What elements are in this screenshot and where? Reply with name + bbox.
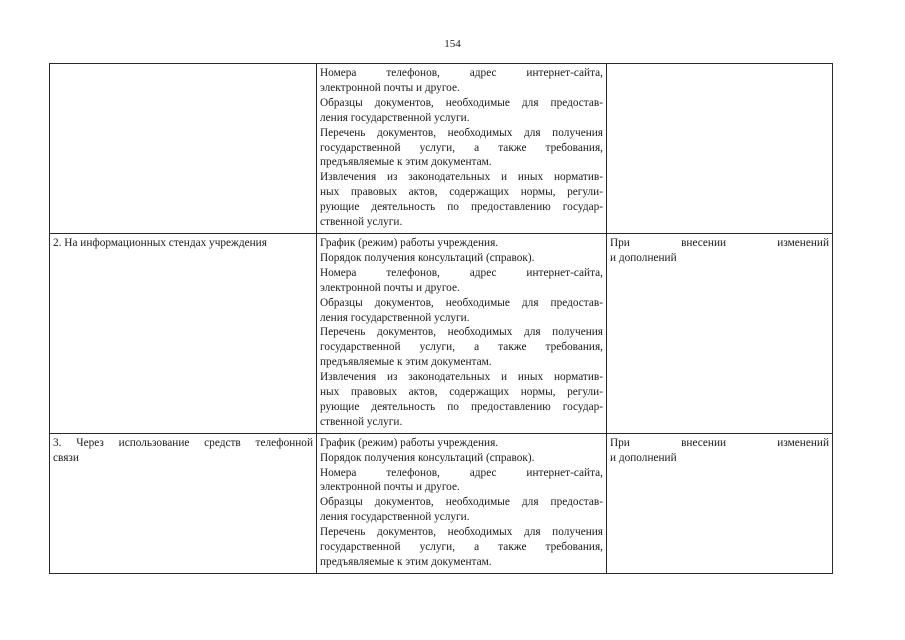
cell-text-line: Перечень документов, необходимых для получения: [320, 526, 603, 539]
cell-text-line: Порядок получения консультаций (справок).: [320, 451, 535, 464]
cell-text-line: ственной услуги.: [320, 415, 403, 428]
content-cell: [317, 64, 607, 234]
location-cell: [50, 433, 317, 573]
cell-text-line: предъявляемые к этим документам.: [320, 156, 492, 169]
cell-text-line: Извлечения из законодательных и иных норматив-: [320, 371, 603, 384]
table-row: [50, 233, 833, 433]
content-cell: [317, 233, 607, 433]
frequency-cell: [607, 433, 833, 573]
cell-text-line: Образцы документов, необходимые для предостав-: [320, 496, 603, 509]
cell-text-line: ления государственной услуги.: [320, 311, 470, 324]
cell-text-line: ления государственной услуги.: [320, 511, 470, 524]
cell-text-line: Порядок получения консультаций (справок).: [320, 251, 535, 264]
cell-text-line: государственной услуги, а также требования,: [320, 541, 603, 554]
cell-text-line: Перечень документов, необходимых для получения: [320, 326, 603, 339]
cell-text-line: рующие деятельность по предоставлению государ-: [320, 201, 603, 214]
cell-text-line: и дополнений: [610, 251, 677, 264]
location-cell: [50, 233, 317, 433]
table-body: [50, 64, 833, 574]
cell-text-line: Перечень документов, необходимых для получения: [320, 126, 603, 139]
cell-text-line: электронной почты и другое.: [320, 481, 460, 494]
frequency-cell: [607, 233, 833, 433]
cell-text-line: Извлечения из законодательных и иных норматив-: [320, 171, 603, 184]
cell-text-line: Номера телефонов, адрес интернет-сайта,: [320, 67, 603, 79]
cell-text-line: ления государственной услуги.: [320, 111, 470, 124]
cell-text-line: Образцы документов, необходимые для предостав-: [320, 96, 603, 109]
cell-text-line: При внесении изменений: [610, 236, 829, 249]
cell-text-line: ственной услуги.: [320, 216, 403, 229]
cell-text-line: Образцы документов, необходимые для предостав-: [320, 296, 603, 309]
cell-text-line: График (режим) работы учреждения.: [320, 436, 499, 449]
info-table: [49, 63, 833, 574]
content-cell: [317, 433, 607, 573]
cell-text-line: связи: [53, 451, 79, 464]
cell-text-line: Номера телефонов, адрес интернет-сайта,: [320, 466, 603, 479]
cell-text-line: электронной почты и другое.: [320, 281, 460, 294]
cell-text-line: и дополнений: [610, 451, 677, 464]
table-row: [50, 433, 833, 573]
cell-text-line: ных правовых актов, содержащих нормы, регули-: [320, 386, 603, 399]
cell-text-line: предъявляемые к этим документам.: [320, 356, 492, 369]
page-number: 154: [444, 38, 461, 50]
cell-text-line: Номера телефонов, адрес интернет-сайта,: [320, 266, 603, 279]
cell-text-line: электронной почты и другое.: [320, 81, 460, 94]
frequency-cell: [607, 64, 833, 234]
cell-text-line: График (режим) работы учреждения.: [320, 236, 499, 249]
cell-text-line: 2. На информационных стендах учреждения: [53, 236, 267, 249]
cell-text-line: предъявляемые к этим документам.: [320, 556, 492, 568]
table-row: [50, 64, 833, 234]
cell-text-line: 3. Через использование средств телефонной: [53, 436, 313, 449]
location-cell: [50, 64, 317, 234]
cell-text-line: государственной услуги, а также требования,: [320, 141, 603, 154]
cell-text-line: рующие деятельность по предоставлению государ-: [320, 400, 603, 413]
cell-text-line: государственной услуги, а также требования,: [320, 341, 603, 354]
cell-text-line: ных правовых актов, содержащих нормы, регули-: [320, 186, 603, 199]
cell-text-line: При внесении изменений: [610, 436, 829, 449]
